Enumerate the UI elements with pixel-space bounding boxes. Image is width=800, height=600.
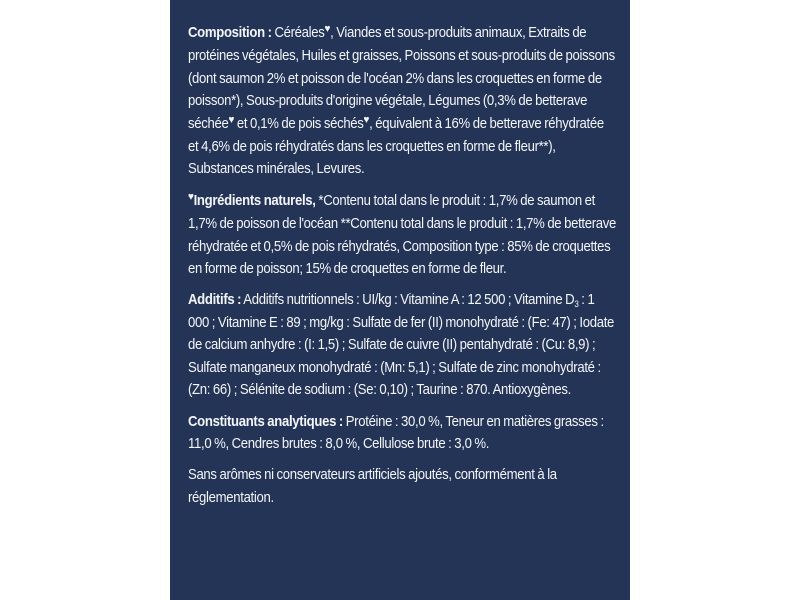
additifs-text-1: Additifs nutritionnels : UI/kg : Vitamine A : 12 500 ; Vitamine D	[241, 292, 575, 309]
heart-icon: ♥	[363, 113, 370, 126]
heart-icon: ♥	[228, 113, 235, 126]
composition-label: Composition :	[188, 25, 272, 41]
additifs-paragraph	[188, 289, 616, 401]
vitamin-d-subscript: 3	[574, 299, 579, 310]
composition-paragraph	[188, 22, 616, 181]
label-panel	[170, 0, 630, 600]
constituants-paragraph	[188, 411, 616, 456]
heart-icon: ♥	[188, 190, 194, 203]
footer-paragraph	[188, 464, 616, 509]
label-text	[188, 22, 616, 518]
heart-icon: ♥	[324, 23, 331, 35]
ingredients-paragraph	[188, 190, 616, 281]
footer-text: Sans arômes ni conservateurs artificiels ajoutés, conformément à la réglementation.	[188, 467, 557, 506]
constituants-text: Protéine : 30,0 %, Teneur en matières grasses : 11,0 %, Cendres brutes : 8,0 %, Cellulose brute : 3,0 %.	[188, 413, 604, 452]
composition-text-3: et 0,1% de pois séchés	[234, 115, 364, 132]
ingredients-label: Ingrédients naturels,	[193, 192, 316, 209]
composition-text-1: Céréales	[271, 25, 325, 41]
composition-text-2: , Viandes et sous-produits animaux, Extraits de protéines végétales, Huiles et graisses, Poissons et sous-produits de poissons (dont saumon 2% et poisson de l'océan 2% dans les croquettes en forme de poisson*), Sous-produits d'origine végétale, Légumes (0,3% de betterave séchée	[188, 25, 615, 132]
ingredients-text: *Contenu total dans le produit : 1,7% de saumon et 1,7% de poisson de l'océan **Contenu total dans le produit : 1,7% de betterave réhydratée et 0,5% de pois réhydratés, Composition type : 85% de croquettes en forme de poisson; 15% de croquettes en forme de fleur.	[188, 192, 617, 278]
constituants-label: Constituants analytiques :	[188, 413, 343, 430]
composition-text-4: , équivalent à 16% de betterave réhydratée et 4,6% de pois réhydratés dans les croquettes en forme de fleur**), Substances minérales, Levures.	[188, 115, 604, 178]
additifs-text-2: : 1 000 ; Vitamine E : 89 ; mg/kg : Sulfate de fer (II) monohydraté : (Fe: 47) ; Iodate de calcium anhydre : (I: 1,5) ; Sulfate de cuivre (II) pentahydraté : (Cu: 8,9) ; Sulfate manganeux monohydraté : (Mn: 5,1) ; Sulfate de zinc monohydraté : (Zn: 66) ; Sélénite de sodium : (Se: 0,10) ; Taurine : 870. Antioxygènes.	[188, 292, 615, 399]
additifs-label: Additifs :	[188, 292, 242, 309]
